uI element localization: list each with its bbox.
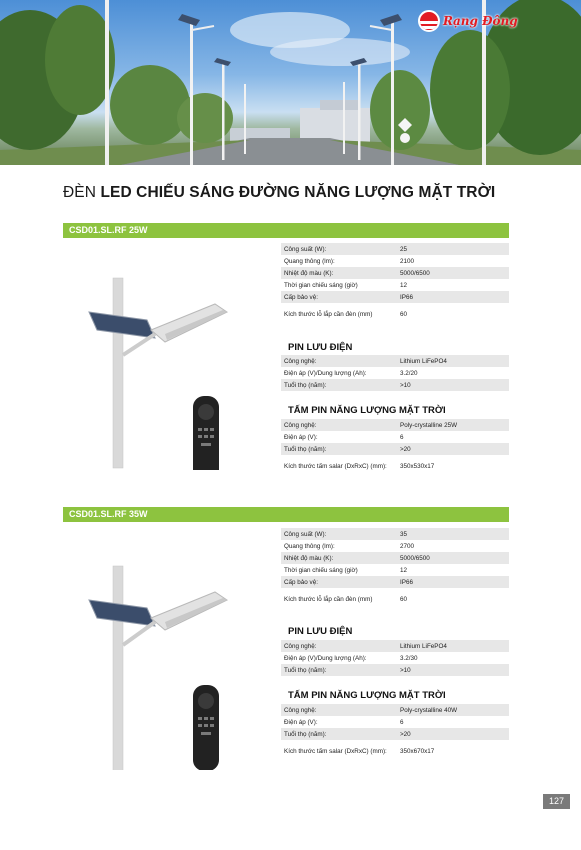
table-row — [281, 255, 509, 267]
spec-value: >20 — [397, 728, 509, 740]
panel-table-1 — [281, 419, 509, 477]
spec-label: Công nghệ: — [281, 704, 397, 716]
page-title-prefix: ĐÈN — [63, 184, 97, 201]
spec-label: Thời gian chiếu sáng (giờ) — [281, 564, 397, 576]
brand-logo-icon — [418, 10, 440, 32]
spec-value: 6 — [397, 431, 509, 443]
spec-label: Tuổi thọ (năm): — [281, 728, 397, 740]
spec-label: Tuổi thọ (năm): — [281, 664, 397, 676]
spec-value: 3.2/20 — [397, 367, 509, 379]
spec-label: Cấp bảo vệ: — [281, 291, 397, 303]
battery-section-title-2: PIN LƯU ĐIỆN — [288, 626, 353, 637]
spec-label: Công nghệ: — [281, 419, 397, 431]
spec-label: Công nghệ: — [281, 640, 397, 652]
table-row — [281, 303, 509, 325]
table-row — [281, 431, 509, 443]
banner-photo — [0, 0, 581, 165]
table-row — [281, 379, 509, 391]
spec-label: Tuổi thọ (năm): — [281, 443, 397, 455]
spec-label: Điện áp (V)/Dung lượng (Ah): — [281, 652, 397, 664]
battery-table-1 — [281, 355, 509, 391]
table-row — [281, 443, 509, 455]
street-light-image-2 — [85, 560, 235, 770]
spec-value: >20 — [397, 443, 509, 455]
table-row — [281, 552, 509, 564]
spec-value: 350x530x17 — [397, 455, 509, 477]
table-row — [281, 355, 509, 367]
table-row — [281, 243, 509, 255]
spec-value: 12 — [397, 564, 509, 576]
product-header-2: CSD01.SL.RF 35W — [63, 507, 509, 522]
table-row — [281, 419, 509, 431]
spec-value: >10 — [397, 664, 509, 676]
product-header-1: CSD01.SL.RF 25W — [63, 223, 509, 238]
spec-table-2 — [281, 528, 509, 610]
table-row — [281, 279, 509, 291]
table-row — [281, 455, 509, 477]
table-row — [281, 528, 509, 540]
table-row — [281, 291, 509, 303]
spec-value: 2700 — [397, 540, 509, 552]
battery-section-title-1: PIN LƯU ĐIỆN — [288, 342, 353, 353]
spec-value: IP66 — [397, 576, 509, 588]
spec-label: Thời gian chiếu sáng (giờ) — [281, 279, 397, 291]
table-row — [281, 652, 509, 664]
panel-section-title-1: TẤM PIN NĂNG LƯỢNG MẶT TRỜI — [288, 405, 446, 416]
spec-value: 2100 — [397, 255, 509, 267]
table-row — [281, 728, 509, 740]
spec-value: Lithium LiFePO4 — [397, 640, 509, 652]
spec-label: Công suất (W): — [281, 528, 397, 540]
page-title-main: LED CHIẾU SÁNG ĐƯỜNG NĂNG LƯỢNG MẶT TRỜI — [100, 184, 496, 201]
spec-label: Kích thước tấm salar (DxRxC) (mm): — [281, 455, 397, 477]
table-row — [281, 640, 509, 652]
spec-value: 350x670x17 — [397, 740, 509, 762]
spec-label: Kích thước lỗ lắp cần đèn (mm) — [281, 588, 397, 610]
table-row — [281, 367, 509, 379]
spec-label: Điện áp (V): — [281, 716, 397, 728]
spec-value: 12 — [397, 279, 509, 291]
table-row — [281, 740, 509, 762]
brand-name: Rạng Đông — [443, 14, 518, 28]
table-row — [281, 704, 509, 716]
spec-value: 60 — [397, 303, 509, 325]
spec-label: Quang thông (lm): — [281, 255, 397, 267]
spec-label: Tuổi thọ (năm): — [281, 379, 397, 391]
panel-table-2 — [281, 704, 509, 762]
spec-value: 25 — [397, 243, 509, 255]
spec-value: Poly-crystalline 25W — [397, 419, 509, 431]
table-row — [281, 664, 509, 676]
table-row — [281, 716, 509, 728]
table-row — [281, 540, 509, 552]
spec-label: Công suất (W): — [281, 243, 397, 255]
page-title — [63, 184, 495, 202]
brand-logo — [418, 9, 522, 33]
spec-value: 6 — [397, 716, 509, 728]
table-row — [281, 564, 509, 576]
spec-value: 60 — [397, 588, 509, 610]
spec-label: Kích thước tấm salar (DxRxC) (mm): — [281, 740, 397, 762]
spec-value: 5000/6500 — [397, 267, 509, 279]
spec-value: 35 — [397, 528, 509, 540]
spec-label: Nhiệt độ màu (K): — [281, 552, 397, 564]
spec-value: 3.2/30 — [397, 652, 509, 664]
spec-label: Quang thông (lm): — [281, 540, 397, 552]
battery-table-2 — [281, 640, 509, 676]
page-number: 127 — [543, 794, 570, 809]
spec-value: 5000/6500 — [397, 552, 509, 564]
spec-label: Công nghệ: — [281, 355, 397, 367]
panel-section-title-2: TẤM PIN NĂNG LƯỢNG MẶT TRỜI — [288, 690, 446, 701]
spec-value: Lithium LiFePO4 — [397, 355, 509, 367]
spec-value: Poly-crystalline 40W — [397, 704, 509, 716]
spec-label: Nhiệt độ màu (K): — [281, 267, 397, 279]
table-row — [281, 267, 509, 279]
table-row — [281, 588, 509, 610]
spec-label: Điện áp (V)/Dung lượng (Ah): — [281, 367, 397, 379]
spec-table-1 — [281, 243, 509, 325]
spec-label: Điện áp (V): — [281, 431, 397, 443]
spec-value: IP66 — [397, 291, 509, 303]
street-light-image-1 — [85, 260, 235, 470]
table-row — [281, 576, 509, 588]
spec-label: Cấp bảo vệ: — [281, 576, 397, 588]
spec-label: Kích thước lỗ lắp cần đèn (mm) — [281, 303, 397, 325]
spec-value: >10 — [397, 379, 509, 391]
